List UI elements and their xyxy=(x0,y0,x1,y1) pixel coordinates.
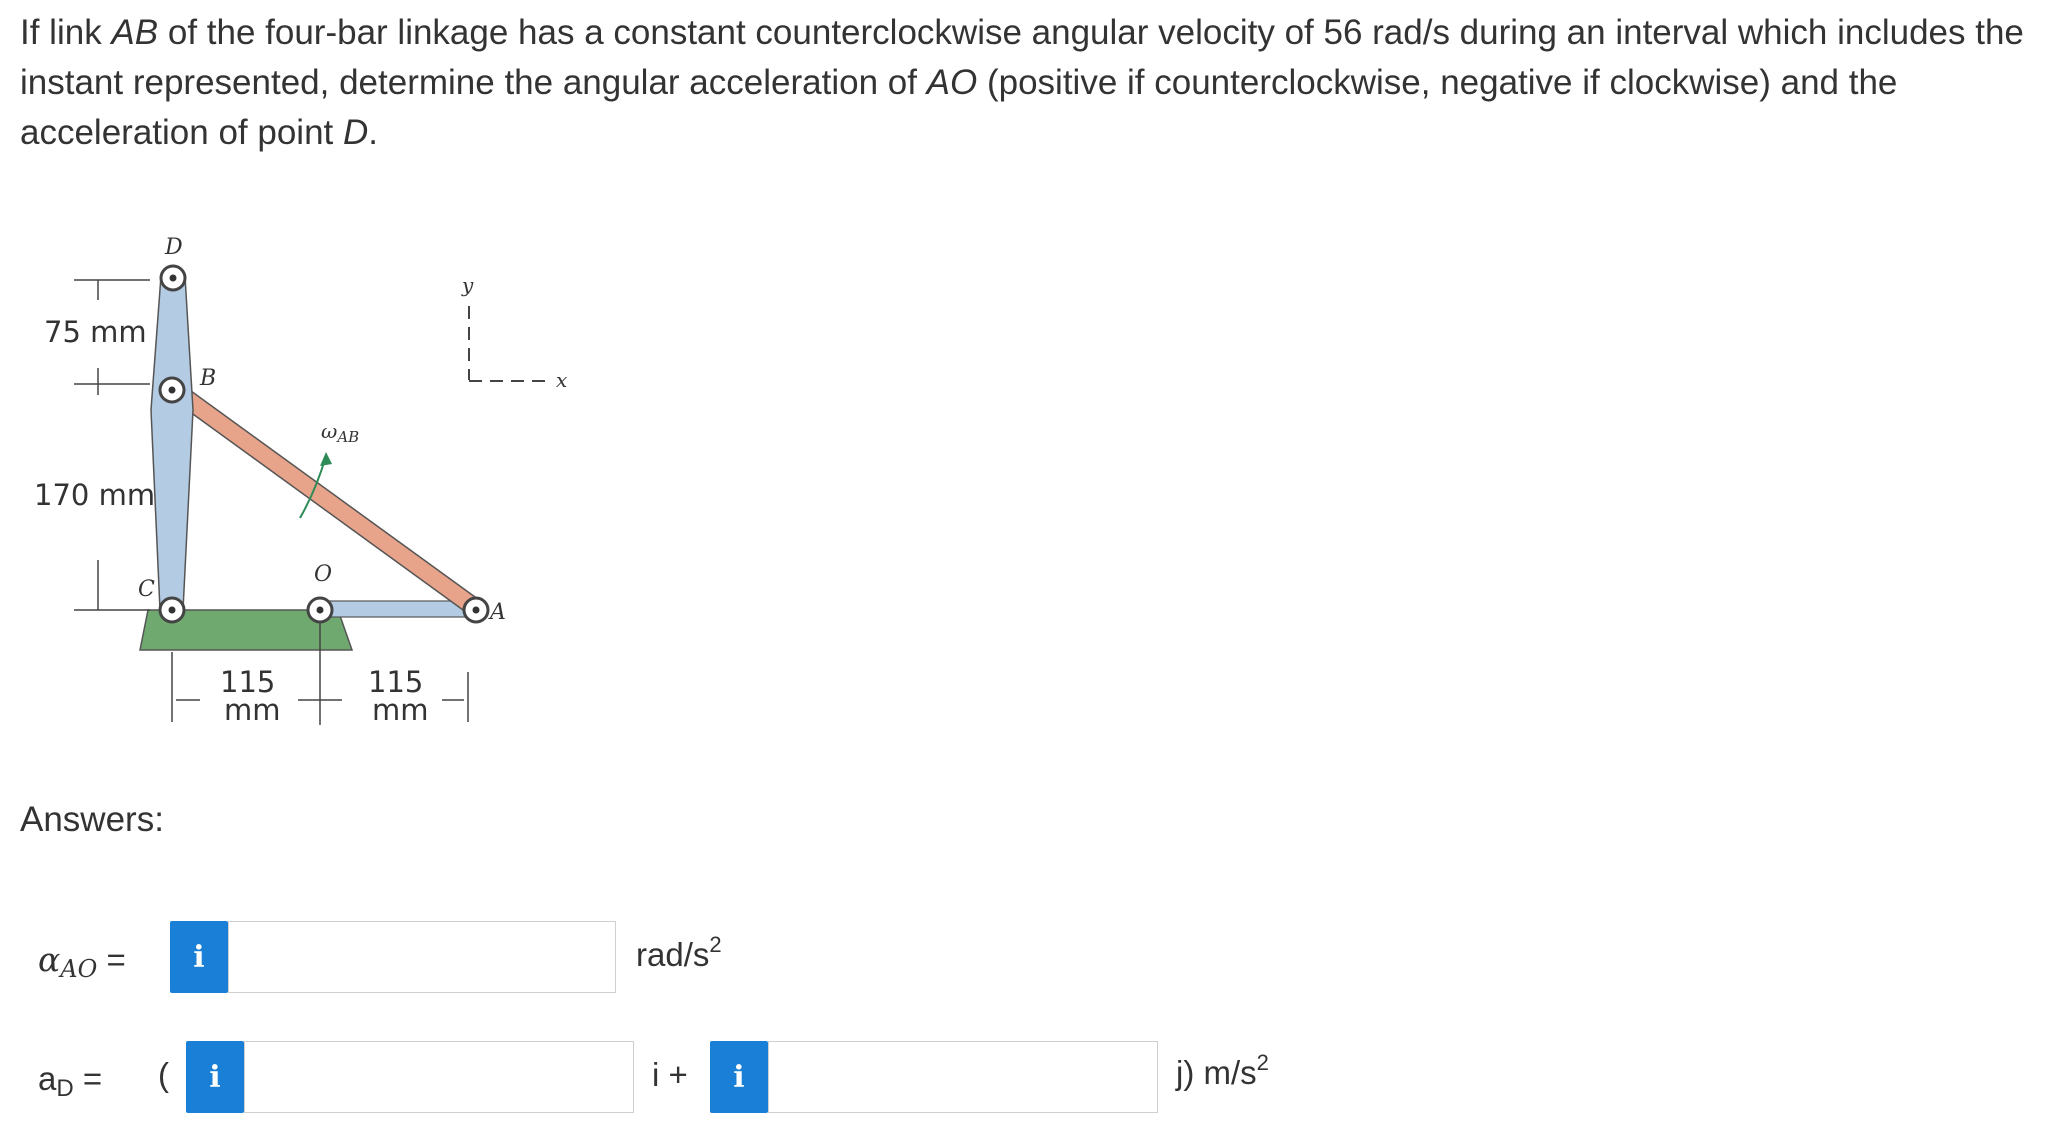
pin-b xyxy=(160,378,184,402)
four-bar-linkage-figure xyxy=(0,210,620,750)
omega-ab-label: $\omega_{AB}$ xyxy=(321,419,360,446)
label-c: C xyxy=(138,577,155,602)
link-ao-text: AO xyxy=(926,63,978,102)
pin-a xyxy=(464,598,488,622)
label-a: A xyxy=(490,600,506,625)
pin-d xyxy=(161,266,185,290)
pin-c xyxy=(160,598,184,622)
dim-115mm-right-unit: mm xyxy=(372,693,429,727)
dim-170mm: 170 mm xyxy=(34,478,156,512)
label-d: D xyxy=(165,235,183,260)
point-d-text: D xyxy=(342,113,369,152)
ad-unit: j) $m/s^2$ xyxy=(1176,1050,1269,1091)
alpha-ao-info-button[interactable]: i xyxy=(170,921,228,993)
ad-j-info-button[interactable]: i xyxy=(710,1041,768,1113)
dim-115mm-right-number: 115 xyxy=(368,665,424,699)
label-b: B xyxy=(200,366,217,391)
ad-i-component-input[interactable] xyxy=(244,1041,634,1113)
ad-i-info-button[interactable]: i xyxy=(186,1041,244,1113)
alpha-ao-input[interactable] xyxy=(228,921,616,993)
alpha-ao-unit: rad/$s^2$ xyxy=(636,932,722,973)
ad-label: $a_D$ = xyxy=(38,1060,103,1102)
dim-115mm-left-unit: mm xyxy=(224,693,281,727)
dim-75mm: 75 mm xyxy=(44,315,147,349)
ad-j-component-input[interactable] xyxy=(768,1041,1158,1113)
axis-x-label: x xyxy=(556,368,568,392)
link-cd xyxy=(151,276,193,610)
ad-open-paren: ( xyxy=(158,1056,169,1093)
dim-115mm-left-number: 115 xyxy=(220,665,276,699)
problem-statement: If link AB of the four-bar linkage has a constant counterclockwise angular velocity of 56 rad/s during an interval which includes the instant represented, determine the angular acceleration of AO (positive if counterclockwise, negative if clockwise) and the acceleration of point D. xyxy=(20,13,2024,152)
answers-heading: Answers: xyxy=(20,800,164,839)
axis-y-label: y xyxy=(462,273,474,297)
label-o: O xyxy=(314,562,333,587)
link-ab-text: AB xyxy=(111,13,159,52)
pin-o xyxy=(308,598,332,622)
ad-i-label: i + xyxy=(652,1056,688,1093)
alpha-ao-label: $\alpha_{AO}$ = xyxy=(38,940,126,983)
